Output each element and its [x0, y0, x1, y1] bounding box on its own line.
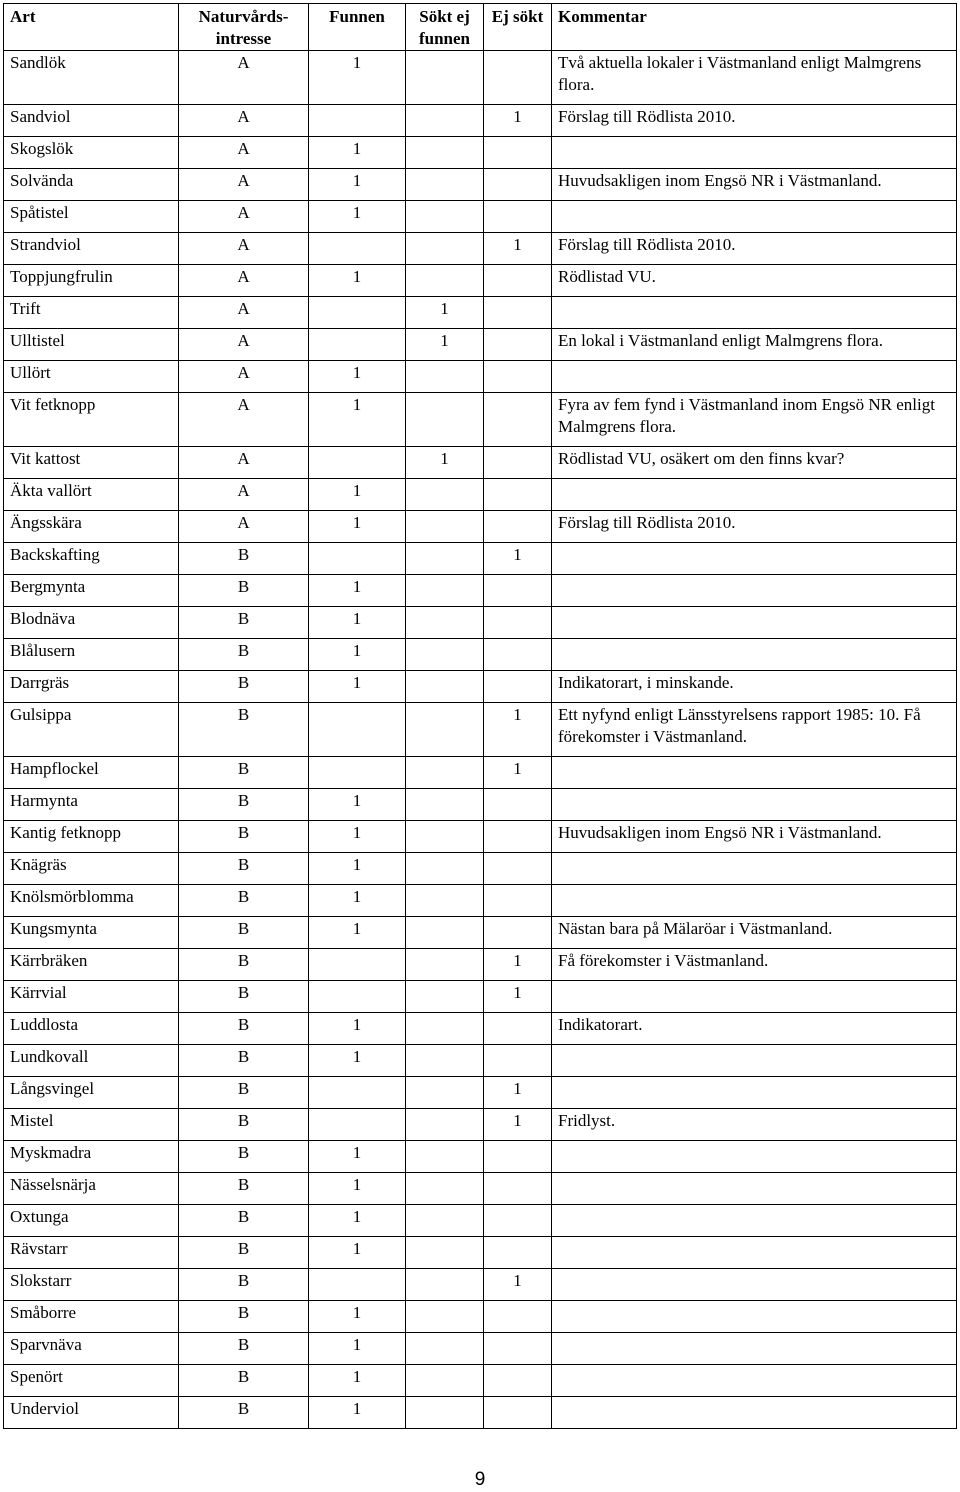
cell-kommentar: [552, 1333, 957, 1365]
cell-art: Rävstarr: [4, 1237, 179, 1269]
cell-funnen: 1: [309, 265, 406, 297]
cell-kommentar: [552, 137, 957, 169]
cell-funnen: 1: [309, 789, 406, 821]
cell-art: Knölsmörblomma: [4, 885, 179, 917]
cell-kommentar: [552, 981, 957, 1013]
cell-ej-sokt: [484, 1365, 552, 1397]
cell-art: Oxtunga: [4, 1205, 179, 1237]
cell-naturvardsintresse: B: [179, 917, 309, 949]
cell-funnen: 1: [309, 1173, 406, 1205]
cell-sokt-ej-funnen: [406, 137, 484, 169]
table-row: [4, 169, 957, 201]
cell-funnen: 1: [309, 201, 406, 233]
cell-ej-sokt: [484, 511, 552, 543]
table-row: [4, 201, 957, 233]
cell-ej-sokt: 1: [484, 757, 552, 789]
cell-kommentar: [552, 1269, 957, 1301]
cell-art: Trift: [4, 297, 179, 329]
table-row: [4, 885, 957, 917]
table-row: [4, 1237, 957, 1269]
cell-sokt-ej-funnen: [406, 511, 484, 543]
cell-sokt-ej-funnen: [406, 201, 484, 233]
cell-sokt-ej-funnen: [406, 479, 484, 511]
table-row: [4, 137, 957, 169]
cell-sokt-ej-funnen: [406, 1109, 484, 1141]
cell-ej-sokt: 1: [484, 543, 552, 575]
cell-sokt-ej-funnen: [406, 265, 484, 297]
cell-art: Ängsskära: [4, 511, 179, 543]
cell-naturvardsintresse: A: [179, 297, 309, 329]
cell-ej-sokt: [484, 639, 552, 671]
cell-kommentar: [552, 1141, 957, 1173]
cell-naturvardsintresse: B: [179, 885, 309, 917]
cell-ej-sokt: 1: [484, 1109, 552, 1141]
cell-kommentar: [552, 1365, 957, 1397]
cell-naturvardsintresse: B: [179, 821, 309, 853]
cell-kommentar: [552, 1397, 957, 1429]
cell-funnen: 1: [309, 671, 406, 703]
cell-ej-sokt: [484, 1205, 552, 1237]
cell-kommentar: [552, 885, 957, 917]
cell-naturvardsintresse: A: [179, 105, 309, 137]
cell-naturvardsintresse: A: [179, 201, 309, 233]
cell-kommentar: [552, 853, 957, 885]
cell-ej-sokt: [484, 393, 552, 447]
cell-naturvardsintresse: B: [179, 1269, 309, 1301]
cell-funnen: [309, 233, 406, 265]
table-row: [4, 233, 957, 265]
cell-art: Underviol: [4, 1397, 179, 1429]
cell-art: Darrgräs: [4, 671, 179, 703]
cell-art: Äkta vallört: [4, 479, 179, 511]
cell-kommentar: Rödlistad VU, osäkert om den finns kvar?: [552, 447, 957, 479]
cell-funnen: [309, 1109, 406, 1141]
cell-funnen: 1: [309, 393, 406, 447]
cell-art: Kantig fetknopp: [4, 821, 179, 853]
cell-naturvardsintresse: B: [179, 1301, 309, 1333]
cell-naturvardsintresse: A: [179, 169, 309, 201]
cell-kommentar: [552, 1045, 957, 1077]
cell-kommentar: Ett nyfynd enligt Länsstyrelsens rapport 1985: 10. Få förekomster i Västmanland.: [552, 703, 957, 757]
cell-funnen: [309, 1269, 406, 1301]
cell-naturvardsintresse: B: [179, 757, 309, 789]
cell-sokt-ej-funnen: [406, 1173, 484, 1205]
cell-sokt-ej-funnen: [406, 1365, 484, 1397]
table-row: [4, 1365, 957, 1397]
cell-ej-sokt: 1: [484, 105, 552, 137]
cell-ej-sokt: [484, 1397, 552, 1429]
cell-naturvardsintresse: A: [179, 137, 309, 169]
cell-sokt-ej-funnen: [406, 1397, 484, 1429]
table-row: [4, 105, 957, 137]
table-row: [4, 1077, 957, 1109]
cell-sokt-ej-funnen: [406, 543, 484, 575]
cell-naturvardsintresse: A: [179, 479, 309, 511]
cell-kommentar: [552, 543, 957, 575]
cell-sokt-ej-funnen: [406, 1269, 484, 1301]
cell-funnen: 1: [309, 1237, 406, 1269]
cell-naturvardsintresse: B: [179, 1045, 309, 1077]
table-row: [4, 757, 957, 789]
cell-naturvardsintresse: B: [179, 853, 309, 885]
cell-funnen: 1: [309, 1013, 406, 1045]
cell-art: Spenört: [4, 1365, 179, 1397]
cell-funnen: 1: [309, 51, 406, 105]
cell-art: Småborre: [4, 1301, 179, 1333]
cell-kommentar: Huvudsakligen inom Engsö NR i Västmanland.: [552, 821, 957, 853]
header-naturvardsintresse: Naturvårds-intresse: [179, 4, 309, 51]
cell-sokt-ej-funnen: [406, 607, 484, 639]
cell-kommentar: En lokal i Västmanland enligt Malmgrens flora.: [552, 329, 957, 361]
table-row: [4, 853, 957, 885]
cell-funnen: 1: [309, 917, 406, 949]
table-row: [4, 575, 957, 607]
cell-kommentar: [552, 1077, 957, 1109]
cell-funnen: 1: [309, 885, 406, 917]
cell-funnen: 1: [309, 1301, 406, 1333]
cell-sokt-ej-funnen: [406, 1045, 484, 1077]
cell-ej-sokt: [484, 137, 552, 169]
table-row: [4, 607, 957, 639]
cell-art: Ullört: [4, 361, 179, 393]
table-row: [4, 265, 957, 297]
cell-ej-sokt: [484, 1301, 552, 1333]
header-sokt-ej-funnen: Sökt ej funnen: [406, 4, 484, 51]
cell-sokt-ej-funnen: [406, 639, 484, 671]
table-row: [4, 479, 957, 511]
cell-kommentar: Rödlistad VU.: [552, 265, 957, 297]
table-row: [4, 1013, 957, 1045]
cell-art: Mistel: [4, 1109, 179, 1141]
cell-funnen: 1: [309, 575, 406, 607]
cell-naturvardsintresse: A: [179, 233, 309, 265]
cell-sokt-ej-funnen: [406, 1301, 484, 1333]
cell-art: Sparvnäva: [4, 1333, 179, 1365]
cell-funnen: [309, 329, 406, 361]
cell-funnen: [309, 703, 406, 757]
table-row: [4, 543, 957, 575]
cell-ej-sokt: [484, 329, 552, 361]
cell-art: Blodnäva: [4, 607, 179, 639]
cell-sokt-ej-funnen: [406, 1013, 484, 1045]
table-row: [4, 1205, 957, 1237]
cell-funnen: [309, 297, 406, 329]
cell-art: Harmynta: [4, 789, 179, 821]
cell-ej-sokt: [484, 789, 552, 821]
cell-naturvardsintresse: A: [179, 511, 309, 543]
cell-naturvardsintresse: B: [179, 671, 309, 703]
table-row: [4, 329, 957, 361]
cell-ej-sokt: [484, 51, 552, 105]
cell-kommentar: Förslag till Rödlista 2010.: [552, 511, 957, 543]
cell-naturvardsintresse: B: [179, 1397, 309, 1429]
cell-sokt-ej-funnen: [406, 1333, 484, 1365]
cell-art: Sandlök: [4, 51, 179, 105]
cell-ej-sokt: [484, 885, 552, 917]
table-row: [4, 361, 957, 393]
cell-kommentar: [552, 297, 957, 329]
cell-art: Ulltistel: [4, 329, 179, 361]
header-art: Art: [4, 4, 179, 51]
table-row: [4, 447, 957, 479]
cell-funnen: [309, 757, 406, 789]
table-row: [4, 703, 957, 757]
cell-sokt-ej-funnen: [406, 917, 484, 949]
cell-art: Blålusern: [4, 639, 179, 671]
cell-sokt-ej-funnen: [406, 169, 484, 201]
cell-sokt-ej-funnen: [406, 575, 484, 607]
cell-sokt-ej-funnen: 1: [406, 329, 484, 361]
table-row: [4, 1333, 957, 1365]
cell-ej-sokt: 1: [484, 981, 552, 1013]
cell-art: Vit fetknopp: [4, 393, 179, 447]
header-funnen: Funnen: [309, 4, 406, 51]
page-number: 9: [474, 1469, 486, 1490]
cell-ej-sokt: [484, 265, 552, 297]
cell-funnen: 1: [309, 1365, 406, 1397]
cell-sokt-ej-funnen: [406, 1205, 484, 1237]
cell-art: Långsvingel: [4, 1077, 179, 1109]
cell-art: Kungsmynta: [4, 917, 179, 949]
cell-kommentar: Nästan bara på Mälaröar i Västmanland.: [552, 917, 957, 949]
cell-funnen: [309, 981, 406, 1013]
cell-kommentar: Två aktuella lokaler i Västmanland enligt Malmgrens flora.: [552, 51, 957, 105]
table-row: [4, 639, 957, 671]
cell-ej-sokt: [484, 1141, 552, 1173]
cell-art: Lundkovall: [4, 1045, 179, 1077]
cell-ej-sokt: [484, 671, 552, 703]
cell-kommentar: [552, 639, 957, 671]
cell-funnen: 1: [309, 639, 406, 671]
cell-kommentar: [552, 201, 957, 233]
cell-kommentar: [552, 757, 957, 789]
table-row: [4, 511, 957, 543]
cell-naturvardsintresse: B: [179, 575, 309, 607]
cell-art: Sandviol: [4, 105, 179, 137]
table-row: [4, 789, 957, 821]
cell-sokt-ej-funnen: [406, 853, 484, 885]
cell-art: Myskmadra: [4, 1141, 179, 1173]
cell-funnen: [309, 105, 406, 137]
cell-ej-sokt: [484, 917, 552, 949]
cell-sokt-ej-funnen: [406, 393, 484, 447]
cell-kommentar: [552, 1301, 957, 1333]
cell-kommentar: Förslag till Rödlista 2010.: [552, 233, 957, 265]
cell-naturvardsintresse: B: [179, 543, 309, 575]
cell-kommentar: [552, 1237, 957, 1269]
cell-ej-sokt: [484, 821, 552, 853]
cell-naturvardsintresse: B: [179, 703, 309, 757]
cell-art: Kärrvial: [4, 981, 179, 1013]
table-row: [4, 51, 957, 105]
cell-naturvardsintresse: A: [179, 447, 309, 479]
table-row: [4, 821, 957, 853]
table-row: [4, 917, 957, 949]
table-row: [4, 671, 957, 703]
cell-naturvardsintresse: A: [179, 393, 309, 447]
table-row: [4, 949, 957, 981]
cell-naturvardsintresse: B: [179, 1333, 309, 1365]
cell-art: Hampflockel: [4, 757, 179, 789]
cell-funnen: 1: [309, 511, 406, 543]
cell-ej-sokt: [484, 361, 552, 393]
cell-naturvardsintresse: B: [179, 1141, 309, 1173]
cell-kommentar: Fyra av fem fynd i Västmanland inom Engsö NR enligt Malmgrens flora.: [552, 393, 957, 447]
cell-ej-sokt: [484, 1333, 552, 1365]
cell-art: Vit kattost: [4, 447, 179, 479]
cell-ej-sokt: [484, 447, 552, 479]
cell-kommentar: [552, 607, 957, 639]
cell-naturvardsintresse: A: [179, 329, 309, 361]
header-kommentar: Kommentar: [552, 4, 957, 51]
cell-art: Solvända: [4, 169, 179, 201]
cell-kommentar: Indikatorart.: [552, 1013, 957, 1045]
cell-sokt-ej-funnen: [406, 885, 484, 917]
cell-art: Toppjungfrulin: [4, 265, 179, 297]
cell-sokt-ej-funnen: [406, 757, 484, 789]
cell-naturvardsintresse: A: [179, 265, 309, 297]
cell-ej-sokt: [484, 297, 552, 329]
cell-kommentar: Förslag till Rödlista 2010.: [552, 105, 957, 137]
cell-kommentar: Få förekomster i Västmanland.: [552, 949, 957, 981]
cell-art: Nässelsnärja: [4, 1173, 179, 1205]
cell-sokt-ej-funnen: [406, 1141, 484, 1173]
cell-sokt-ej-funnen: 1: [406, 447, 484, 479]
cell-art: Skogslök: [4, 137, 179, 169]
table-row: [4, 1045, 957, 1077]
cell-funnen: 1: [309, 479, 406, 511]
cell-naturvardsintresse: B: [179, 607, 309, 639]
cell-ej-sokt: [484, 607, 552, 639]
cell-art: Luddlosta: [4, 1013, 179, 1045]
cell-funnen: 1: [309, 821, 406, 853]
cell-sokt-ej-funnen: [406, 105, 484, 137]
cell-funnen: 1: [309, 137, 406, 169]
cell-funnen: 1: [309, 1045, 406, 1077]
cell-ej-sokt: 1: [484, 949, 552, 981]
cell-art: Slokstarr: [4, 1269, 179, 1301]
cell-ej-sokt: 1: [484, 1077, 552, 1109]
cell-ej-sokt: [484, 479, 552, 511]
cell-sokt-ej-funnen: [406, 703, 484, 757]
table-row: [4, 1301, 957, 1333]
cell-kommentar: [552, 789, 957, 821]
table-row: [4, 1141, 957, 1173]
cell-sokt-ej-funnen: [406, 233, 484, 265]
table-row: [4, 1173, 957, 1205]
cell-ej-sokt: [484, 1173, 552, 1205]
cell-kommentar: Indikatorart, i minskande.: [552, 671, 957, 703]
cell-naturvardsintresse: B: [179, 1013, 309, 1045]
table-row: [4, 1397, 957, 1429]
cell-naturvardsintresse: B: [179, 639, 309, 671]
cell-sokt-ej-funnen: [406, 1237, 484, 1269]
table-row: [4, 981, 957, 1013]
cell-art: Spåtistel: [4, 201, 179, 233]
cell-sokt-ej-funnen: [406, 1077, 484, 1109]
cell-kommentar: Huvudsakligen inom Engsö NR i Västmanland.: [552, 169, 957, 201]
table-header-row: [4, 4, 957, 51]
cell-funnen: 1: [309, 607, 406, 639]
cell-sokt-ej-funnen: [406, 981, 484, 1013]
table-row: [4, 393, 957, 447]
cell-funnen: 1: [309, 1205, 406, 1237]
table-row: [4, 1109, 957, 1141]
cell-naturvardsintresse: B: [179, 789, 309, 821]
cell-funnen: 1: [309, 1397, 406, 1429]
cell-funnen: 1: [309, 169, 406, 201]
cell-naturvardsintresse: A: [179, 51, 309, 105]
cell-funnen: 1: [309, 1333, 406, 1365]
cell-sokt-ej-funnen: [406, 361, 484, 393]
cell-naturvardsintresse: B: [179, 1205, 309, 1237]
cell-art: Backskafting: [4, 543, 179, 575]
cell-art: Gulsippa: [4, 703, 179, 757]
cell-sokt-ej-funnen: [406, 789, 484, 821]
cell-naturvardsintresse: A: [179, 361, 309, 393]
cell-naturvardsintresse: B: [179, 1365, 309, 1397]
cell-sokt-ej-funnen: [406, 671, 484, 703]
cell-kommentar: [552, 361, 957, 393]
cell-kommentar: [552, 575, 957, 607]
cell-kommentar: [552, 1173, 957, 1205]
cell-art: Knägräs: [4, 853, 179, 885]
cell-ej-sokt: [484, 1045, 552, 1077]
cell-funnen: 1: [309, 853, 406, 885]
cell-ej-sokt: [484, 201, 552, 233]
cell-naturvardsintresse: B: [179, 1077, 309, 1109]
cell-art: Kärrbräken: [4, 949, 179, 981]
table-row: [4, 297, 957, 329]
cell-funnen: [309, 1077, 406, 1109]
cell-naturvardsintresse: B: [179, 1109, 309, 1141]
cell-kommentar: [552, 479, 957, 511]
cell-funnen: [309, 447, 406, 479]
cell-funnen: 1: [309, 1141, 406, 1173]
header-ej-sokt: Ej sökt: [484, 4, 552, 51]
cell-funnen: [309, 543, 406, 575]
table-row: [4, 1269, 957, 1301]
cell-ej-sokt: [484, 169, 552, 201]
cell-ej-sokt: [484, 1013, 552, 1045]
cell-ej-sokt: [484, 853, 552, 885]
cell-ej-sokt: 1: [484, 233, 552, 265]
cell-naturvardsintresse: B: [179, 949, 309, 981]
cell-naturvardsintresse: B: [179, 1173, 309, 1205]
cell-sokt-ej-funnen: [406, 821, 484, 853]
cell-kommentar: [552, 1205, 957, 1237]
cell-art: Bergmynta: [4, 575, 179, 607]
cell-funnen: [309, 949, 406, 981]
cell-naturvardsintresse: B: [179, 1237, 309, 1269]
cell-sokt-ej-funnen: [406, 51, 484, 105]
cell-sokt-ej-funnen: [406, 949, 484, 981]
species-table: [3, 3, 957, 1429]
cell-ej-sokt: 1: [484, 1269, 552, 1301]
cell-ej-sokt: [484, 575, 552, 607]
cell-sokt-ej-funnen: 1: [406, 297, 484, 329]
cell-ej-sokt: [484, 1237, 552, 1269]
cell-kommentar: Fridlyst.: [552, 1109, 957, 1141]
cell-funnen: 1: [309, 361, 406, 393]
cell-ej-sokt: 1: [484, 703, 552, 757]
cell-naturvardsintresse: B: [179, 981, 309, 1013]
cell-art: Strandviol: [4, 233, 179, 265]
